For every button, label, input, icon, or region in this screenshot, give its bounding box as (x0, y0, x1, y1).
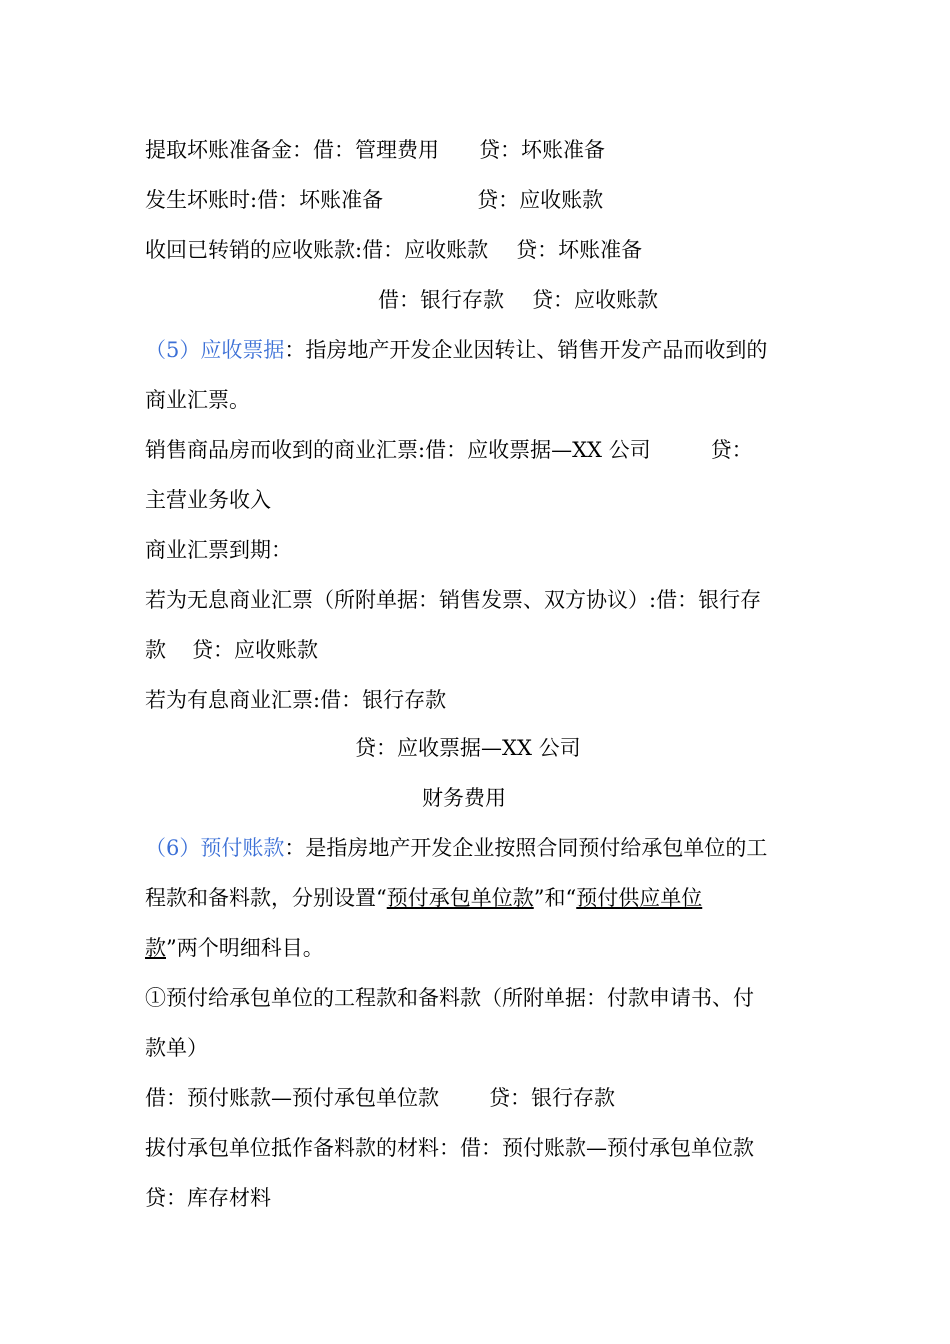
section-prepayments (145, 823, 825, 873)
paragraph-text: ”两个明细科目。 (166, 936, 324, 960)
credit-text: 贷：库存材料 (145, 1186, 271, 1210)
entry-notes-sale (145, 425, 825, 475)
entry-interest-note-expense (422, 773, 622, 823)
paragraph-text: 商业汇票到期： (145, 538, 292, 562)
debit-text: 提取坏账准备金：借：管理费用 (145, 138, 439, 162)
paragraph-line (145, 923, 825, 973)
section-definition: ：指房地产开发企业因转让、销售开发产品而收到的 (284, 338, 768, 362)
entry-bad-debt-provision (145, 125, 825, 175)
account-name-link: 款 (145, 936, 166, 960)
paragraph-line (145, 873, 825, 923)
paragraph-text: 商业汇票。 (145, 388, 250, 412)
paragraph-text: 若为无息商业汇票（所附单据：销售发票、双方协议）:借：银行存 (145, 588, 762, 612)
entry-noninterest-note (145, 625, 825, 675)
debit-text: 收回已转销的应收账款:借：应收账款 (145, 238, 489, 262)
credit-text: 贷：应收账款 (532, 288, 658, 312)
debit-text: 拔付承包单位抵作备料款的材料：借：预付账款—预付承包单位款 (145, 1136, 754, 1160)
entry-interest-note-credit (355, 723, 655, 773)
section-heading: （5）应收票据 (145, 338, 285, 362)
credit-text: 贷：坏账准备 (479, 138, 605, 162)
credit-text: 贷：银行存款 (489, 1086, 615, 1110)
paragraph-line (145, 575, 825, 625)
debit-text: 款 (145, 638, 166, 662)
paragraph-line (145, 375, 825, 425)
paragraph-line (145, 525, 825, 575)
entry-materials-credit (145, 1173, 825, 1223)
entry-recover-written-off (145, 225, 825, 275)
section-definition: ：是指房地产开发企业按照合同预付给承包单位的工 (284, 836, 768, 860)
section-notes-receivable (145, 325, 825, 375)
paragraph-text: ①预付给承包单位的工程款和备料款（所附单据：付款申请书、付 (145, 986, 754, 1010)
section-heading: （6）预付账款 (145, 836, 285, 860)
debit-text: 借：银行存款 (378, 288, 504, 312)
credit-text: 贷：应收票据—XX 公司 (355, 736, 581, 760)
paragraph-line (145, 973, 825, 1023)
paragraph-text: 若为有息商业汇票:借：银行存款 (145, 688, 447, 712)
account-name-link: 预付承包单位款 (386, 886, 534, 910)
credit-text: 贷：应收账款 (192, 638, 318, 662)
debit-text: 发生坏账时:借：坏账准备 (145, 188, 384, 212)
entry-materials-to-contractor (145, 1123, 825, 1173)
credit-text: 贷：应收账款 (477, 188, 604, 212)
account-name-link: 预付供应单位 (576, 886, 703, 910)
entry-interest-note (145, 675, 825, 725)
entry-recover-bank (378, 275, 818, 325)
entry-prepay-contractor (145, 1073, 825, 1123)
paragraph-text: 程款和备料款，分别设置“ (145, 886, 387, 910)
paragraph-text: 主营业务收入 (145, 488, 271, 512)
debit-text: 销售商品房而收到的商业汇票:借：应收票据—XX 公司 (145, 438, 651, 462)
credit-text: 财务费用 (422, 786, 506, 810)
paragraph-text: 款单） (145, 1036, 208, 1060)
debit-text: 借：预付账款—预付承包单位款 (145, 1086, 439, 1110)
paragraph-line (145, 1023, 825, 1073)
paragraph-text: ”和“ (533, 886, 577, 910)
paragraph-line (145, 475, 825, 525)
entry-bad-debt-occurred (145, 175, 825, 225)
credit-text: 贷：坏账准备 (516, 238, 643, 262)
credit-text: 贷： (710, 438, 753, 462)
